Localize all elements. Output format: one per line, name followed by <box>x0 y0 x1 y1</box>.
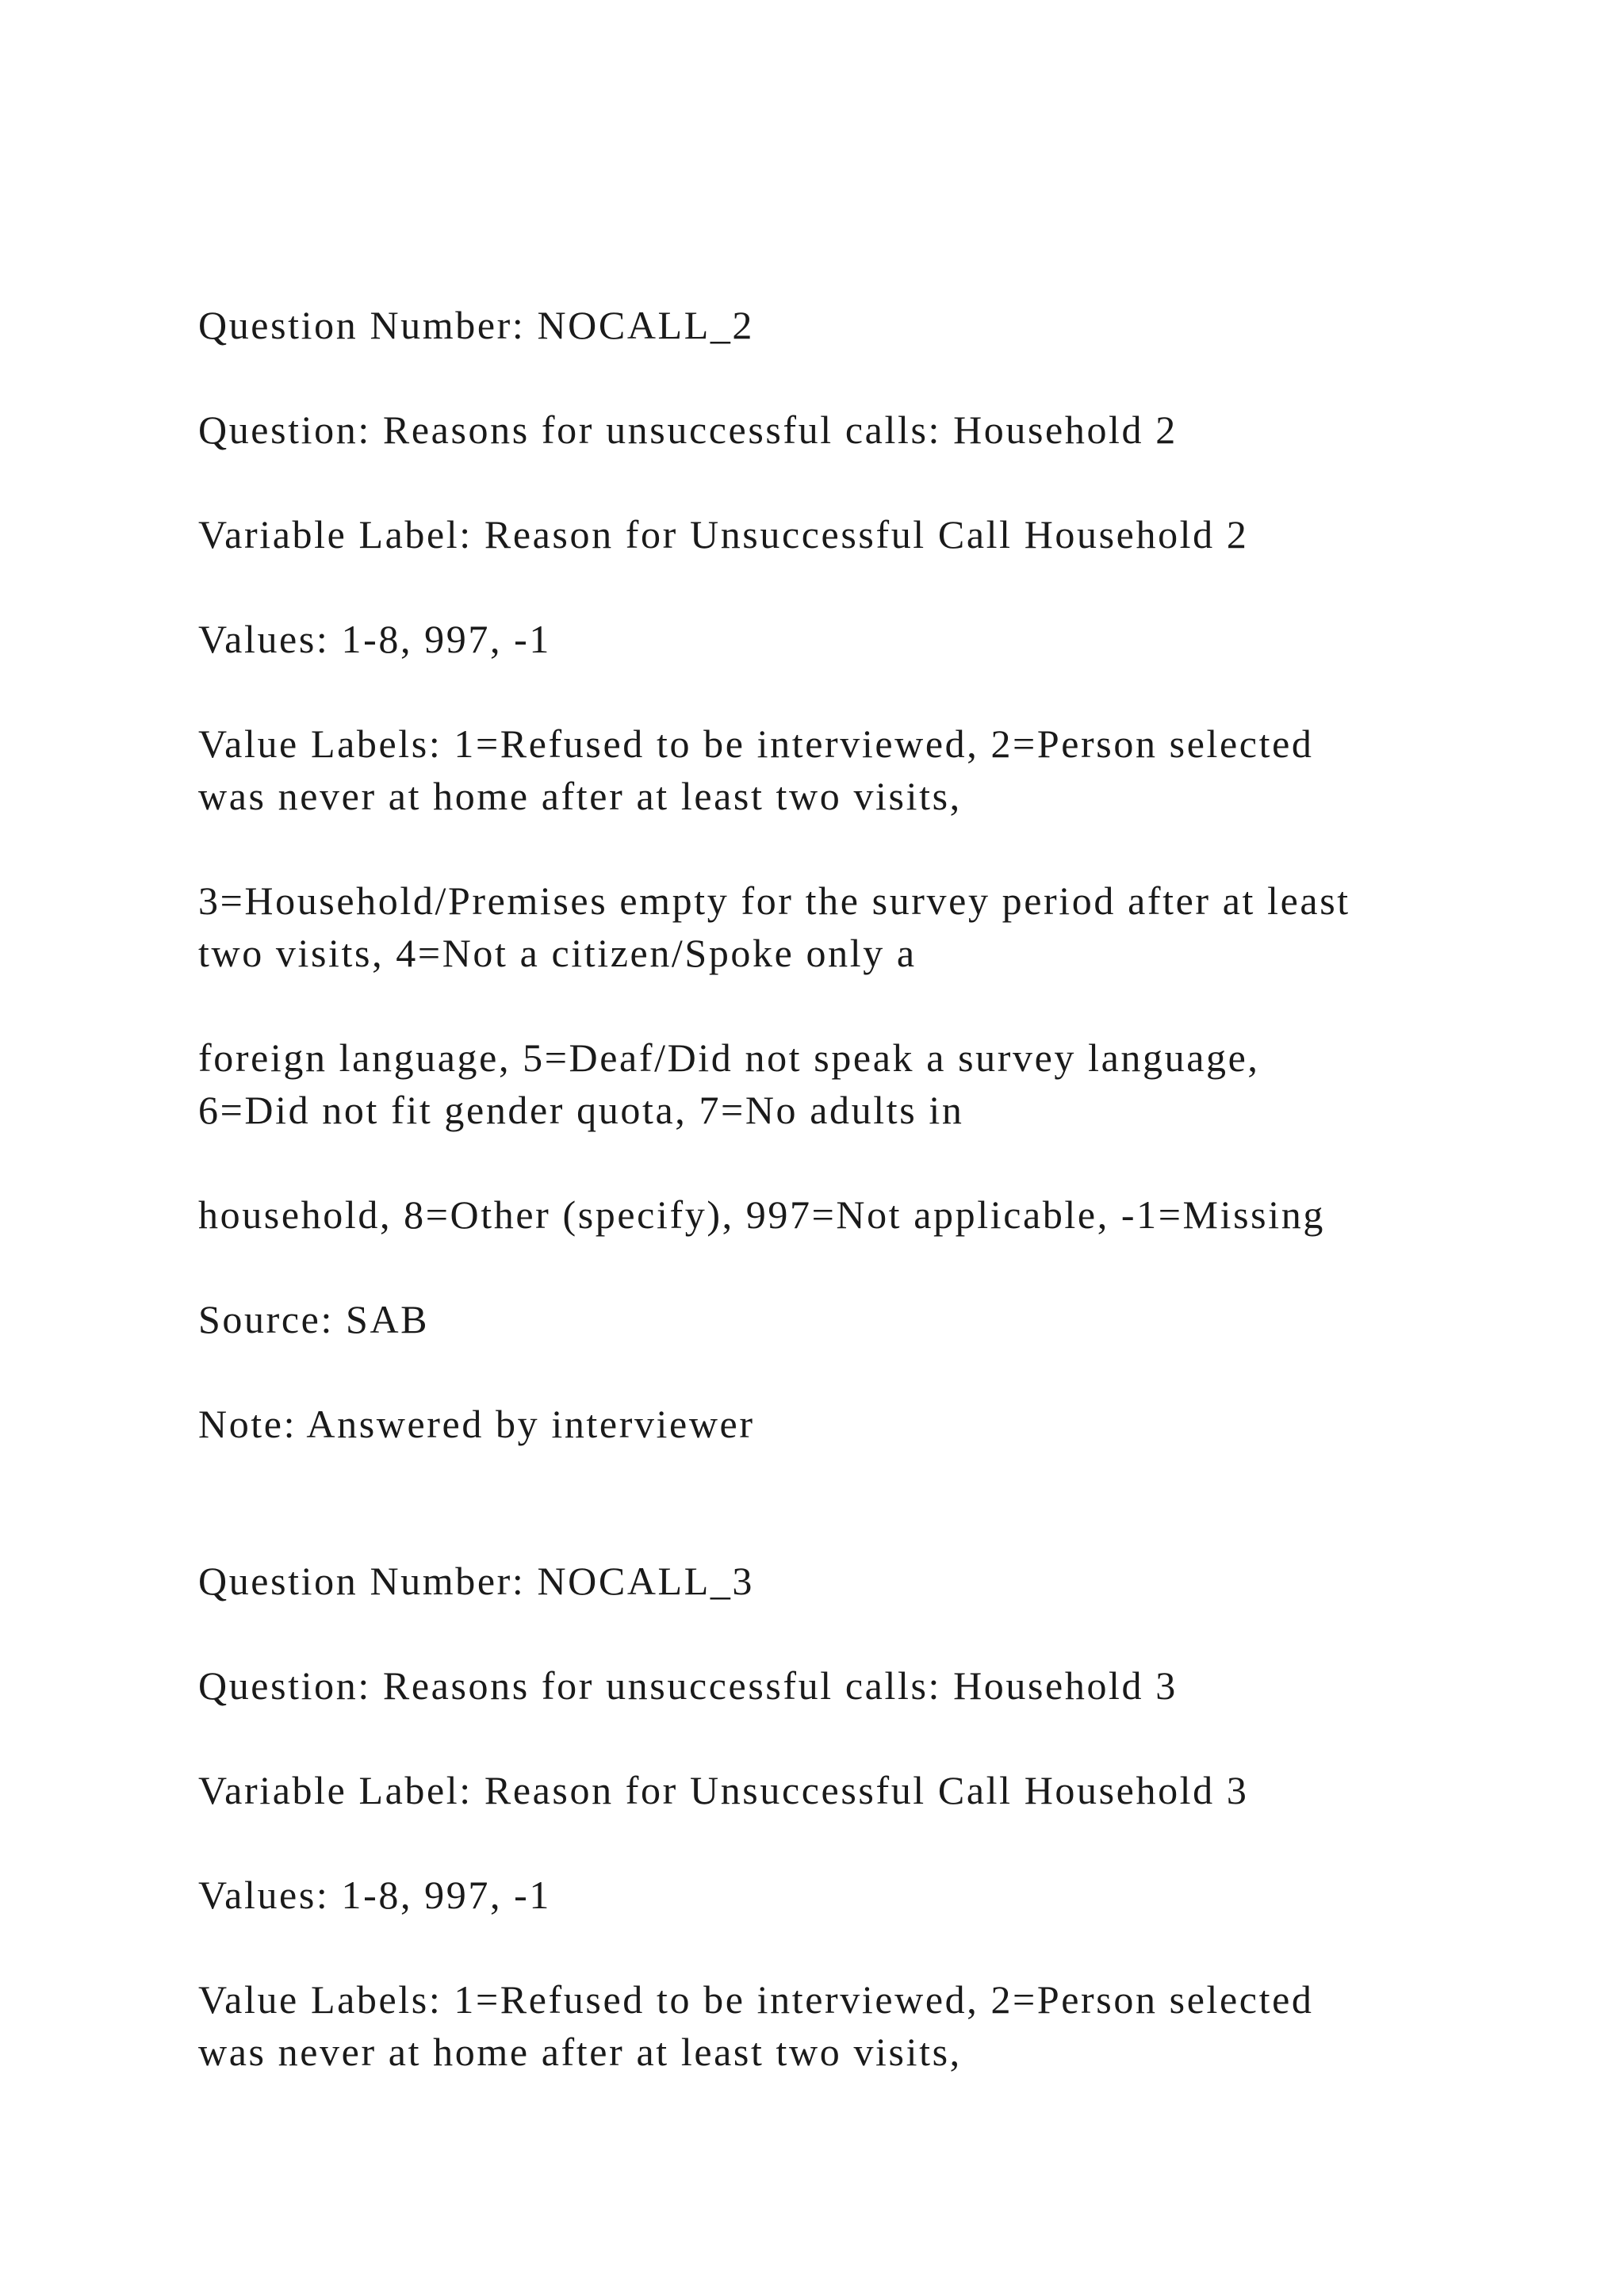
value-labels-line: was never at home after at least two visits, <box>198 774 962 818</box>
question-text: Question: Reasons for unsuccessful calls: Household 2 <box>198 408 1178 452</box>
variable-label: Variable Label: Reason for Unsuccessful Call Household 2 <box>198 512 1249 557</box>
values: Values: 1-8, 997, -1 <box>198 1873 551 1917</box>
value-labels-line: household, 8=Other (specify), 997=Not applicable, -1=Missing <box>198 1192 1325 1237</box>
value-labels-line: was never at home after at least two visits, <box>198 2030 962 2074</box>
value-labels-line: foreign language, 5=Deaf/Did not speak a survey language, <box>198 1035 1260 1080</box>
note: Note: Answered by interviewer <box>198 1402 755 1446</box>
value-labels-line: Value Labels: 1=Refused to be interviewed, 2=Person selected <box>198 721 1314 766</box>
question-number: Question Number: NOCALL_3 <box>198 1559 755 1603</box>
source: Source: SAB <box>198 1297 430 1341</box>
value-labels-line: two visits, 4=Not a citizen/Spoke only a <box>198 931 917 975</box>
values: Values: 1-8, 997, -1 <box>198 617 551 661</box>
variable-label: Variable Label: Reason for Unsuccessful Call Household 3 <box>198 1768 1249 1812</box>
question-text: Question: Reasons for unsuccessful calls: Household 3 <box>198 1663 1178 1708</box>
value-labels-line: Value Labels: 1=Refused to be interviewed, 2=Person selected <box>198 1977 1314 2022</box>
value-labels-line: 3=Household/Premises empty for the survey period after at least <box>198 878 1350 923</box>
question-number: Question Number: NOCALL_2 <box>198 303 755 347</box>
value-labels-line: 6=Did not fit gender quota, 7=No adults in <box>198 1088 964 1132</box>
